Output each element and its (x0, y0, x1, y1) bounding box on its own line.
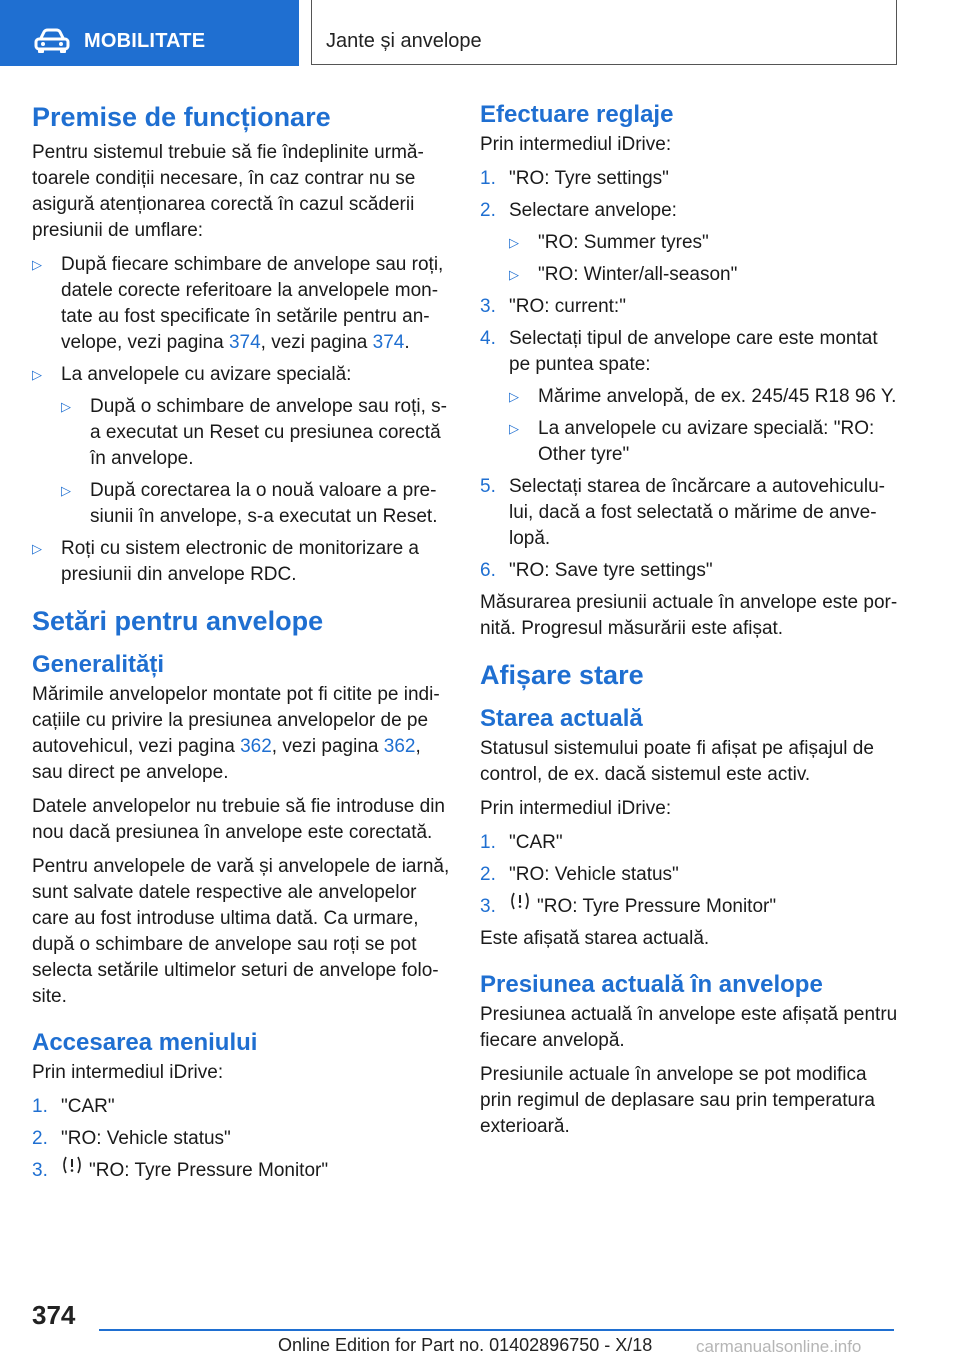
page-link[interactable]: 362 (383, 736, 416, 757)
step-number: 3. (32, 1160, 48, 1181)
step-item (32, 1158, 450, 1184)
page-header (0, 0, 960, 66)
step-item (480, 198, 898, 224)
list-item (509, 384, 898, 410)
step-number: 4. (480, 328, 496, 349)
bullet-text: "RO: Summer tyres" (538, 232, 709, 253)
chapter-title: Jante și anvelope (326, 30, 482, 52)
bullet-text: . (404, 332, 410, 353)
step-number: 2. (480, 200, 496, 221)
step-text: "RO: Tyre Pressure Monitor" (537, 896, 777, 917)
triangle-bullet-icon: ▷ (509, 235, 519, 250)
step-number: 5. (480, 476, 496, 497)
step-text: "RO: Vehicle status" (509, 864, 679, 885)
step-number: 2. (32, 1128, 48, 1149)
page-link[interactable]: 374 (372, 332, 405, 353)
step-number: 1. (480, 168, 496, 189)
pres-paragraph: Presiunea actuală în anvelope este afișată pentru fiecare anvelopă. (480, 1004, 898, 1051)
step-text: "RO: current:" (509, 296, 626, 317)
list-item (32, 252, 450, 356)
starea-paragraph: Statusul sistemului poate fi afișat pe afișajul de control, de ex. dacă sistemul este activ. (480, 738, 874, 785)
premise-intro: Pentru sistemul trebuie să fie îndeplinite următoarele condiții necesare, în caz contrar nu se asigură atenționarea corectă în cazul scăderii presiunii de umflare: (32, 142, 424, 241)
list-item (509, 416, 898, 468)
bullet-text: După corectarea la o nouă valoare a presiunii în anvelope, s-a executat un Reset. (90, 480, 438, 527)
step-item (480, 894, 898, 920)
step-number: 2. (480, 864, 496, 885)
triangle-bullet-icon: ▷ (61, 483, 71, 498)
right-column (480, 100, 898, 1148)
general-paragraph: Pentru anvelopele de vară și anvelopele de iarnă, sunt salvate datele respective ale anvelopelor care au fost introduse ultima dată. Ca urmare, după o schimbare de anvelope sau roți se pot selecta setările ultimelor seturi de anvelope folosite. (32, 856, 450, 1007)
edition-text: Online Edition for Part no. 01402896750 - X/18 (278, 1335, 653, 1355)
step-number: 1. (480, 832, 496, 853)
list-item (61, 394, 450, 472)
step-text: "RO: Vehicle status" (61, 1128, 231, 1149)
premise-heading: Premise de funcționare (32, 102, 331, 132)
step-item (32, 1094, 450, 1120)
step-item (480, 862, 898, 888)
step-number: 3. (480, 896, 496, 917)
chapter-box (311, 0, 897, 65)
starea-intro: Prin intermediul iDrive: (480, 798, 672, 819)
pres-heading: Presiunea actuală în anvelope (480, 971, 823, 998)
list-item (509, 262, 898, 288)
left-column (32, 100, 450, 1190)
step-text: Selectați starea de încărcare a autovehiculului, dacă a fost selectată o mărime de anvelopă. (509, 476, 885, 549)
section-tab[interactable] (0, 0, 299, 66)
list-item (509, 230, 898, 256)
footer-divider (99, 1329, 894, 1331)
bullet-text: Mărime anvelopă, de ex. 245/45 R18 96 Y. (538, 386, 897, 407)
bullet-text: După o schimbare de anvelope sau roți, s-a executat un Reset cu presiunea corectă în anvelope. (90, 396, 447, 469)
step-text: "RO: Tyre Pressure Monitor" (89, 1160, 329, 1181)
page-number: 374 (32, 1300, 76, 1330)
step-item (480, 326, 898, 378)
step-number: 1. (32, 1096, 48, 1117)
setari-heading: Setări pentru anvelope (32, 606, 324, 636)
list-item (32, 362, 450, 388)
general-heading: Generalități (32, 651, 165, 678)
page-link[interactable]: 362 (240, 736, 272, 757)
step-item (32, 1126, 450, 1152)
step-number: 3. (480, 296, 496, 317)
list-item (32, 536, 450, 588)
bullet-text: După fiecare schimbare de anvelope sau roți, datele corecte referitoare la anvelopele montate au fost specificate în setările pentru anvelope, vezi pagina (61, 254, 444, 353)
step-text: "CAR" (509, 832, 563, 853)
car-icon (34, 28, 70, 59)
general-paragraph: Mărimile anvelopelor montate pot fi citite pe indicațiile cu privire la presiunea anvelopelor de pe autovehicul, vezi pagina 362, vezi pagina 362, sau direct pe anvelope. (32, 684, 440, 783)
step-item (480, 558, 898, 584)
access-heading: Accesarea meniului (32, 1029, 258, 1056)
list-item (61, 478, 450, 530)
tyre-warning-icon (61, 1155, 83, 1183)
step-item (480, 294, 898, 320)
general-paragraph: Datele anvelopelor nu trebuie să fie introduse din nou dacă presiunea în anvelope este corectată. (32, 796, 445, 843)
starea-outro: Este afișată starea actuală. (480, 928, 710, 949)
afisare-heading: Afișare stare (480, 660, 644, 690)
bullet-text: La anvelopele cu avizare specială: "RO: Other tyre" (538, 418, 875, 465)
step-item (480, 830, 898, 856)
reglaj-heading: Efectuare reglaje (480, 101, 674, 128)
access-intro: Prin intermediul iDrive: (32, 1062, 224, 1083)
triangle-bullet-icon: ▷ (509, 389, 519, 404)
step-text: "CAR" (61, 1096, 115, 1117)
bullet-text: Roți cu sistem electronic de monitorizare a presiunii din anvelope RDC. (61, 538, 419, 585)
triangle-bullet-icon: ▷ (61, 399, 71, 414)
step-text: "RO: Save tyre settings" (509, 560, 713, 581)
step-number: 6. (480, 560, 496, 581)
step-item (480, 474, 898, 552)
starea-heading: Starea actuală (480, 705, 643, 732)
reglaj-outro: Măsurarea presiunii actuale în anvelope este pornită. Progresul măsurării este afișat. (480, 592, 898, 639)
step-text: Selectare anvelope: (509, 200, 677, 221)
watermark: carmanualsonline.info (696, 1337, 862, 1356)
step-text: "RO: Tyre settings" (509, 168, 669, 189)
reglaj-intro: Prin intermediul iDrive: (480, 134, 672, 155)
step-item (480, 166, 898, 192)
bullet-text: , vezi pagina (260, 332, 373, 353)
triangle-bullet-icon: ▷ (32, 257, 42, 272)
triangle-bullet-icon: ▷ (509, 267, 519, 282)
pres-paragraph: Presiunile actuale în anvelope se pot modifica prin regimul de deplasare sau prin temperatura exterioară. (480, 1064, 875, 1137)
triangle-bullet-icon: ▷ (32, 367, 42, 382)
page-link[interactable]: 374 (228, 332, 261, 353)
triangle-bullet-icon: ▷ (509, 421, 519, 436)
step-text: Selectați tipul de anvelope care este montat pe puntea spate: (509, 328, 878, 375)
section-label: MOBILITATE (84, 30, 206, 52)
bullet-text: La anvelopele cu avizare specială: (61, 364, 352, 385)
triangle-bullet-icon: ▷ (32, 541, 42, 556)
tyre-warning-icon (509, 891, 531, 919)
bullet-text: "RO: Winter/all-season" (538, 264, 738, 285)
